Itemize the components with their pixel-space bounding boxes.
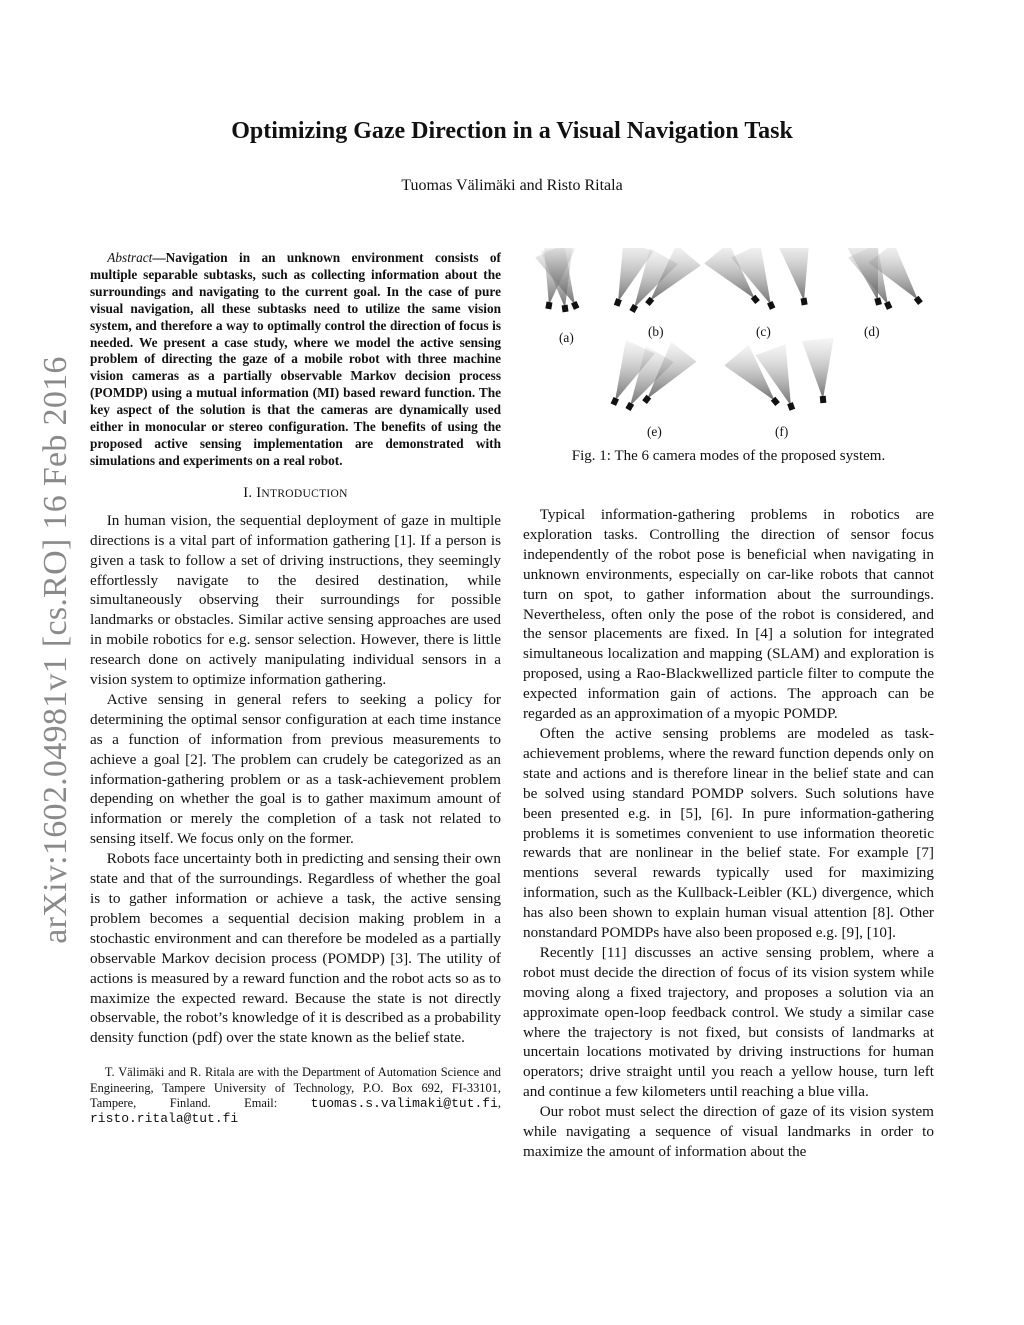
arxiv-stamp-text: arXiv:1602.04981v1 [cs.RO] 16 Feb 2016 — [37, 356, 74, 944]
email-link-2[interactable]: risto.ritala@tut.fi — [90, 1111, 239, 1127]
camera-icon — [571, 301, 579, 310]
camera-icon — [801, 298, 808, 306]
related-paragraph-3: Recently [11] discusses an active sensing problem, where a robot must decide the direction of focus of its vision system while moving along a fixed trajectory, and proposes a solution via an approximate open-loop feedback control. We study a similar case where the trajectory is not fixed, but consists of landmarks at uncertain locations motivated by driving instructions for human operators; drive straight until you reach a yellow house, turn left and continue a few kilometers until reaching a blue villa. — [523, 943, 934, 1101]
footnote-text: T. Välimäki and R. Ritala are with the Department of Automation Science and Engineering, Tampere University of Technology, P.O. Box 692, FI-33101, Tampere, Finland. Email: — [90, 1065, 501, 1111]
section-rest: NTRODUCTION — [261, 487, 348, 500]
camera-icon — [614, 298, 622, 307]
section-heading-introduction — [90, 485, 501, 502]
camera-icon — [767, 301, 775, 310]
related-paragraph-4: Our robot must select the direction of gaze of its vision system while navigating a sequence of visual landmarks in order to maximize the amount of information about the — [523, 1103, 934, 1160]
camera-icon — [787, 402, 795, 411]
camera-icon — [562, 305, 569, 313]
abstract-text: Navigation in an unknown environment consists of multiple separable subtasks, such as collecting information about the surroundings and navigating to the current goal. In the case of pure visual navigation, all these subtasks need to utilize the same vision system, and therefore a way to optimally control the direction of focus is needed. We present a case study, where we model the active sensing problem of directing the gaze of a mobile robot with three machine vision cameras as a partially observable Markov decision process (POMDP) using a mutual information (MI) based reward function. The key aspect of the solution is that the cameras are dynamically used either in monocular or stereo configuration. The benefits of using the proposed active sensing implementation are demonstrated with simulations and experiments on a real robot. — [90, 250, 501, 468]
right-column — [523, 248, 934, 1162]
author-footnote — [90, 1065, 501, 1127]
related-paragraph-2: Often the active sensing problems are modeled as task-achievement problems, where the reward function depends only on state and actions and is therefore linear in the belief state and can be solved using standard POMDP solvers. Such solutions have been presented e.g. in [5], [6]. In pure information-gathering problems it is sometimes convenient to use information theoretic rewards that are nonlinear in the belief state. For example [7] mentions several rewards typically used for maximizing information, such as the Kullback-Leibler (KL) divergence, which has also been shown to explain human visual attention [8]. Other nonstandard POMDPs have also been proposed e.g. [9], [10]. — [523, 724, 934, 942]
figure-caption: Fig. 1: The 6 camera modes of the proposed system. — [571, 448, 886, 464]
intro-paragraph-1: In human vision, the sequential deployment of gaze in multiple directions is a vital part of information gathering [1]. If a person is given a task to follow a set of driving instructions, they seemingly effortlessly navigate to the desired destination, while simultaneously observing their surroundings for possible landmarks or obstacles. Similar active sensing approaches are used in mobile robotics for e.g. sensor selection. However, there is little research done on actively manipulating individual sensors in a vision system to optimize information gathering. — [90, 511, 501, 689]
subfigure-label-c: (c) — [756, 324, 771, 339]
camera-icon — [820, 396, 827, 403]
camera-view-cone — [802, 338, 834, 399]
related-paragraph-1: Typical information-gathering problems in robotics are exploration tasks. Controlling the direction of sensor focus independently of the robot pose is beneficial when navigating in unknown environments, especially on car-like robots that cannot turn on spot, to gather information about the surroundings. Nevertheless, often only the pose of the robot is considered, and the sensor placements are fixed. In [4] a solution for integrated simultaneous localization and mapping (SLAM) and exploration is proposed, using a Rao-Blackwellized particle filter to compute the expected information gain of actions. The approach can be regarded as an approximation of a myopic POMDP. — [523, 506, 934, 723]
subfigure-label-a: (a) — [559, 330, 574, 345]
intro-paragraph-2: Active sensing in general refers to seeking a policy for determining the optimal sensor configuration at each time instance as a function of information from previous measurements to achieve a goal [2]. The problem can crudely be categorized as an information-gathering problem or as a task-achievement problem depending on whether the goal is to gather maximum amount of information or merely the completion of a task not related to sensing itself. We focus only on the former. — [90, 690, 501, 848]
camera-icon — [545, 302, 552, 310]
email-separator: , — [497, 1096, 501, 1111]
section-numeral: I. — [243, 484, 253, 501]
subfigure-label-e: (e) — [647, 424, 662, 439]
abstract-dash: — — [152, 250, 166, 265]
abstract — [90, 250, 501, 470]
camera-view-cone — [778, 248, 810, 301]
email-link-1[interactable]: tuomas.s.valimaki@tut.fi — [310, 1096, 498, 1112]
camera-modes-diagram — [523, 248, 934, 448]
abstract-label: Abstract — [107, 250, 153, 265]
intro-paragraph-3: Robots face uncertainty both in predicting and sensing their own state and that of the surroundings. Regardless of whether the goal is to gather information or achieve a task, the active sensing problem becomes a sequential decision making problem in a stochastic environment and can therefore be modeled as a partially observable Markov decision process (POMDP) [3]. The utility of actions is measured by a reward function and the robot acts so as to maximize the expected reward. Because the state is not directly observable, the robot’s knowledge of it is described as a probability density function (pdf) over the state known as the belief state. — [90, 850, 501, 1047]
camera-icon — [874, 297, 882, 305]
camera-icon — [611, 397, 619, 406]
subfigure-label-b: (b) — [648, 324, 664, 339]
author-list: Tuomas Välimäki and Risto Ritala — [401, 177, 623, 194]
paper-title: Optimizing Gaze Direction in a Visual Navigation Task — [231, 118, 793, 144]
subfigure-label-f: (f) — [775, 424, 789, 439]
camera-icon — [625, 402, 634, 411]
left-column — [90, 250, 501, 1127]
figure-camera-modes — [523, 248, 934, 448]
camera-icon — [629, 304, 638, 313]
subfigure-label-d: (d) — [864, 324, 880, 339]
section-first-letter: I — [256, 484, 262, 501]
camera-icon — [884, 301, 892, 310]
